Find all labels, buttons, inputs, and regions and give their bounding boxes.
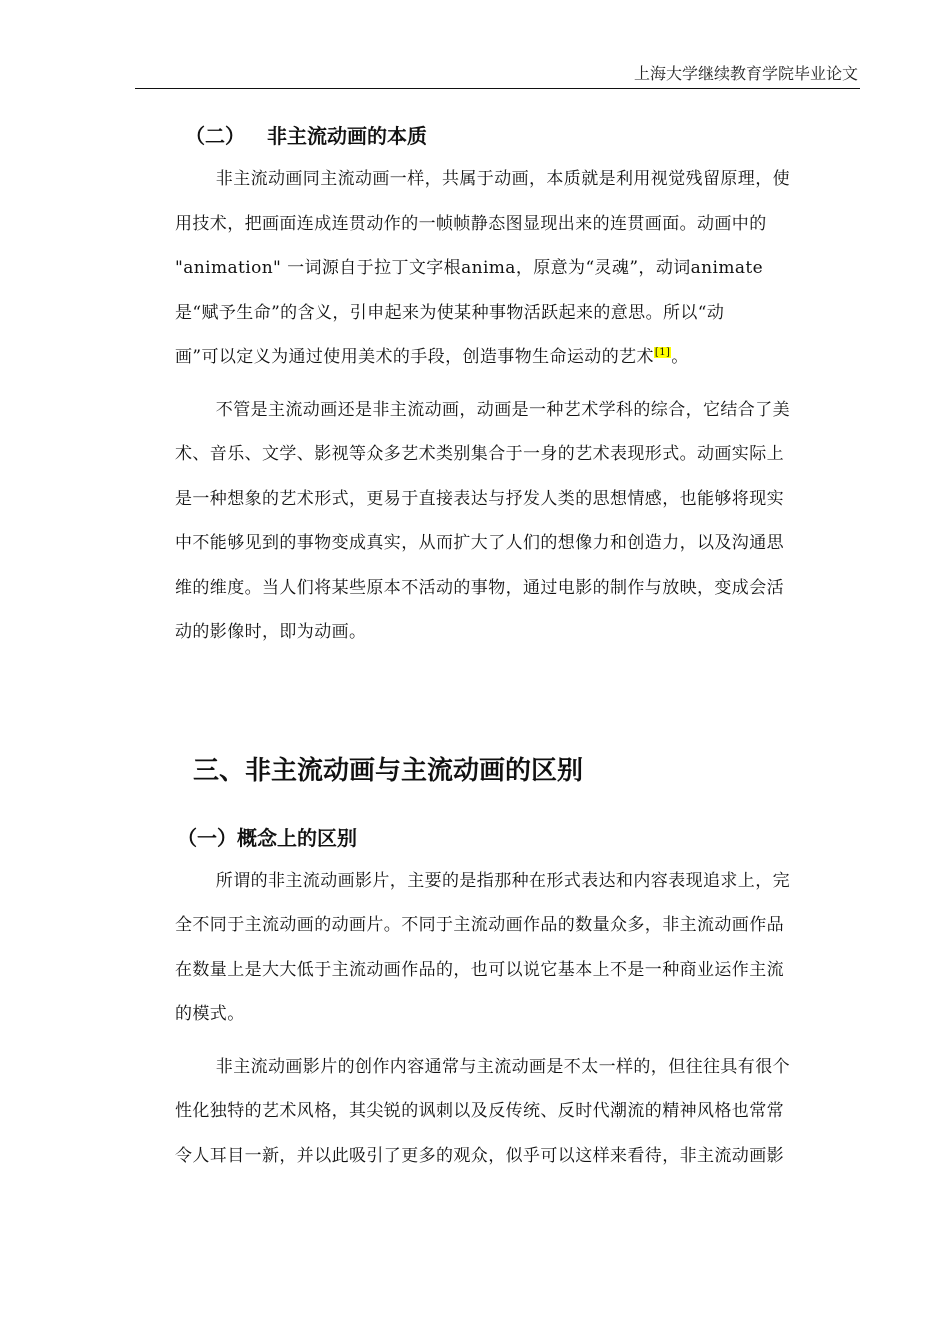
paragraph-nature-2	[175, 388, 847, 655]
paragraph-line	[175, 335, 847, 380]
paragraph-line: 用技术，把画面连成连贯动作的一帧帧静态图显现出来的连贯画面。动画中的	[175, 213, 767, 234]
paragraph-text: 。	[671, 347, 689, 367]
chapter-heading-differences: 三、非主流动画与主流动画的区别	[193, 755, 584, 786]
paragraph-text: 画”可以定义为通过使用美术的手段，创造事物生命运动的艺术	[175, 347, 654, 367]
paragraph-line: 所谓的非主流动画影片，主要的是指那种在形式表达和内容表现追求上，完	[215, 870, 790, 891]
paragraph-line: 不管是主流动画还是非主流动画，动画是一种艺术学科的综合，它结合了美	[215, 399, 790, 420]
paragraph-line: 维的维度。当人们将某些原本不活动的事物，通过电影的制作与放映，变成会活	[175, 577, 784, 598]
page-body	[175, 117, 847, 1178]
paragraph-concept-1	[175, 859, 847, 1037]
section-heading-concept: （一）概念上的区别	[177, 825, 357, 850]
paragraph-line: 性化独特的艺术风格，其尖锐的讽刺以及反传统、反时代潮流的精神风格也常常	[175, 1101, 784, 1121]
header-divider	[135, 88, 860, 89]
paragraph-line: 术、音乐、文学、影视等众多艺术类别集合于一身的艺术表现形式。动画实际上	[175, 444, 784, 464]
paragraph-line: 全不同于主流动画的动画片。不同于主流动画作品的数量众多，非主流动画作品	[175, 915, 784, 935]
running-header: 上海大学继续教育学院毕业论文	[633, 64, 858, 83]
paragraph-concept-2	[175, 1045, 847, 1179]
paragraph-line: "animation" 一词源自于拉丁文字根anima，原意为“灵魂”，动词animate	[175, 258, 764, 278]
paragraph-nature-1	[175, 157, 847, 380]
paragraph-line: 的模式。	[175, 1004, 245, 1024]
paragraph-line: 在数量上是大大低于主流动画作品的，也可以说它基本上不是一种商业运作主流	[175, 959, 784, 980]
section-number: （二）	[185, 124, 245, 148]
paragraph-line: 是“赋予生命”的含义，引申起来为使某种事物活跃起来的意思。所以“动	[175, 302, 725, 323]
section-heading-nature	[175, 117, 847, 155]
paragraph-line: 中不能够见到的事物变成真实，从而扩大了人们的想像力和创造力，以及沟通思	[175, 533, 784, 553]
paragraph-line: 是一种想象的艺术形式，更易于直接表达与抒发人类的思想情感，也能够将现实	[175, 488, 784, 509]
citation-marker: [1]	[654, 347, 671, 359]
paragraph-line: 令人耳目一新，并以此吸引了更多的观众，似乎可以这样来看待，非主流动画影	[175, 1145, 784, 1166]
paragraph-line: 非主流动画影片的创作内容通常与主流动画是不太一样的，但往往具有很个	[215, 1056, 790, 1077]
section-title: 非主流动画的本质	[267, 124, 427, 148]
paragraph-line: 非主流动画同主流动画一样，共属于动画，本质就是利用视觉残留原理，使	[215, 169, 790, 189]
paragraph-line: 动的影像时，即为动画。	[175, 622, 367, 642]
